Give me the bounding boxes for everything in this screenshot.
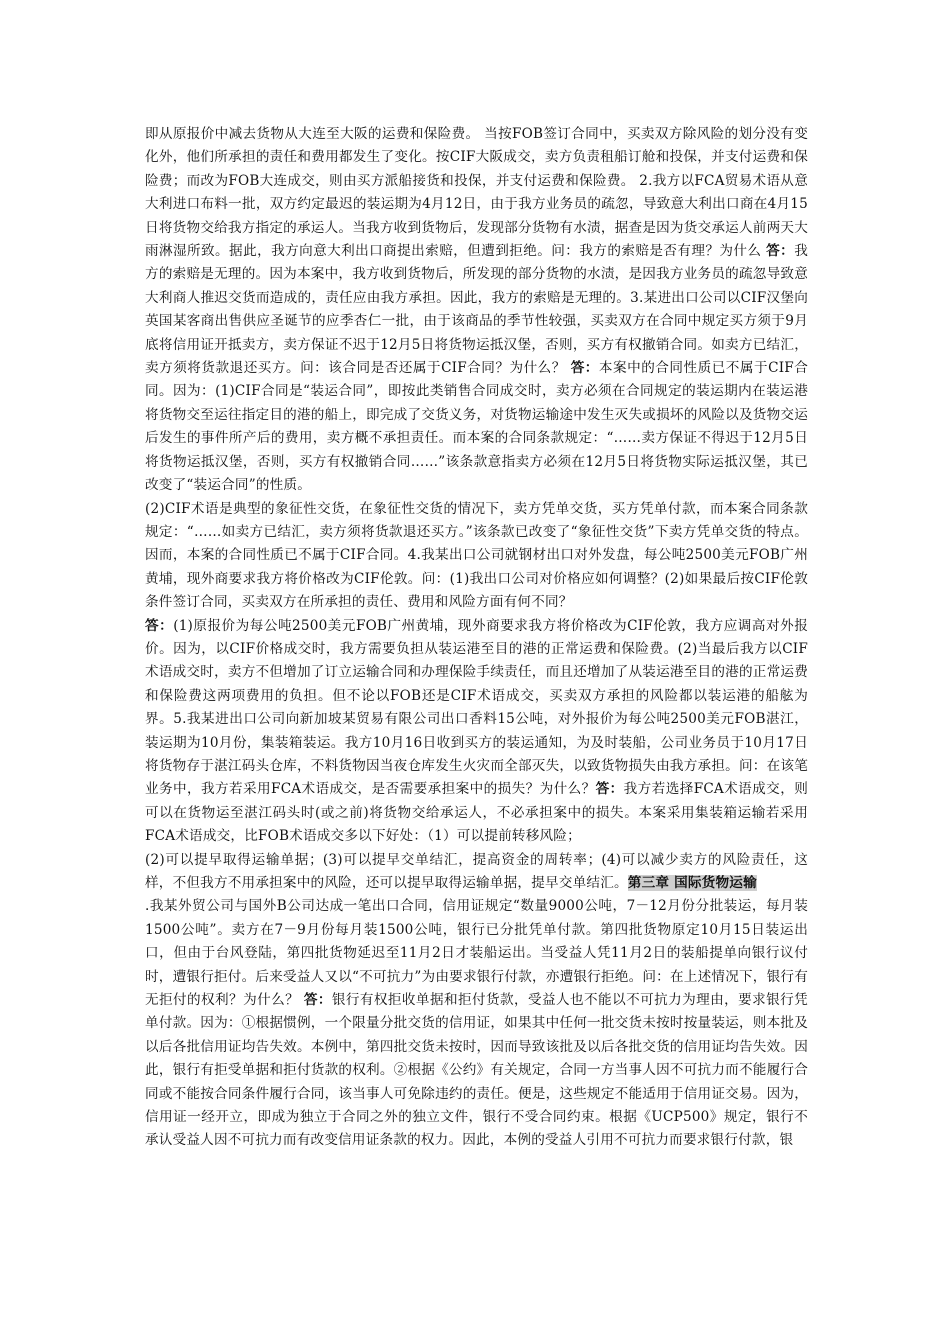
- text-run: .我某外贸公司与国外B公司达成一笔出口合同，信用证规定“数量9000公吨，7－12月份分批装运，每月装1500公吨”。卖方在7－9月份每月装1500公吨，银行已分批凭单付款。第四批货物原定10月15日装运出口，但由于台风登陆，第四批货物延迟至11月2日才装船运出。当受益人凭11月2日的装船提单向银行议付时，遭银行拒付。后来受益人又以“不可抗力”为由要求银行付款，亦遭银行拒绝。问：在上述情况下，银行有无拒付的权利？为什么？: [145, 898, 808, 1009]
- text-run: 我方若选择FCA术语成交，则可以在货物运至湛江码头时(或之前)将货物交给承运人，不必承担案中的损失。本案采用集装箱运输若采用FCA术语成交，比FOB术语成交多以下好处：（1）可以提前转移风险；: [145, 781, 808, 845]
- answer-label: 答：: [595, 781, 624, 798]
- text-run: 本案中的合同性质已不属于CIF合同。因为：(1)CIF合同是“装运合同”，即按此类销售合同成交时，卖方必须在合同规定的装运期内在装运港将货物交至运往指定目的港的船上，即完成了交货义务，对货物运输途中发生灭失或损坏的风险以及货物交运后发生的事件所产后的费用，卖方概不承担责任。而本案的合同条款规定：“……卖方保证不得迟于12月5日将货物运抵汉堡，否则，买方有权撤销合同……”该条款意指卖方必须在12月5日将货物实际运抵汉堡，其已改变了“装运合同”的性质。: [145, 360, 808, 494]
- text-run: 我方的索赔是无理的。因为本案中，我方收到货物后，所发现的部分货物的水渍，是因我方业务员的疏忽导致意大利商人推迟交货而造成的，责任应由我方承担。因此，我方的索赔是无理的。3.某进出口公司以CIF汉堡向英国某客商出售供应圣诞节的应季杏仁一批，由于该商品的季节性较强，买卖双方在合同中规定买方须于9月底将信用证开抵卖方，卖方保证不迟于12月5日将货物运抵汉堡，否则，买方有权撤销合同。如卖方已结汇，卖方须将货款退还买方。问：该合同是否还属于CIF合同？为什么？: [145, 243, 808, 377]
- answer-label: 答：: [303, 992, 332, 1009]
- answer-label: 答：: [766, 243, 795, 260]
- answer-label: 答：: [570, 360, 599, 377]
- text-run: (1)原报价为每公吨2500美元FOB广州黄埔，现外商要求我方将价格改为CIF伦敦，我方应调高对外报价。因为，以CIF价格成交时，我方需要负担从装运港至目的港的正常运费和保险费。(2)当最后我方以CIF术语成交时，卖方不但增加了订立运输合同和办理保险手续责任，而且还增加了从装运港至目的港的正常运费和保险费这两项费用的负担。但不论以FOB还是CIF术语成交，买卖双方承担的风险都以装运港的船舷为界。5.我某进出口公司向新加坡某贸易有限公司出口香料15公吨，对外报价为每公吨2500美元FOB湛江，装运期为10月份，集装箱装运。我方10月16日收到买方的装运通知，为及时装船，公司业务员于10月17日将货物存于湛江码头仓库，不料货物因当夜仓库发生火灾而全部灭失，以致货物损失由我方承担。问：在该笔业务中，我方若采用FCA术语成交，是否需要承担案中的损失？为什么？: [145, 617, 808, 798]
- paragraph: [145, 849, 808, 896]
- text-run: 即从原报价中减去货物从大连至大阪的运费和保险费。 当按FOB签订合同中，买卖双方除风险的划分没有变化外，他们所承担的责任和费用都发生了变化。按CIF大阪成交，卖方负责租船订舱和投保，并支付运费和保险费；而改为FOB大连成交，则由买方派船接货和投保，并支付运费和保险费。 2.我方以FCA贸易术语从意大利进口布料一批，双方约定最迟的装运期为4月12日，由于我方业务员的疏忽，导致意大利出口商在4月15日将货物交给我方指定的承运人。当我方收到货物后，发现部分货物有水渍，据查是因为货交承运人前两天大雨淋湿所致。据此，我方向意大利出口商提出索赔，但遭到拒绝。问：我方的索赔是否有理？为什么: [145, 126, 808, 260]
- text-run: (2)可以提早取得运输单据；(3)可以提早交单结汇，提高资金的周转率；(4)可以减少卖方的风险责任，这样，不但我方不用承担案中的风险，还可以提早取得运输单据，提早交单结汇。: [145, 851, 808, 891]
- paragraph: [145, 123, 808, 498]
- text-run: (2)CIF术语是典型的象征性交货，在象征性交货的情况下，卖方凭单交货，买方凭单付款，而本案合同条款规定：“……如卖方已结汇，卖方须将货款退还买方。”该条款已改变了“象征性交货”下卖方凭单交货的特点。因而，本案的合同性质已不属于CIF合同。4.我某出口公司就钢材出口对外发盘，每公吨2500美元FOB广州黄埔，现外商要求我方将价格改为CIF伦敦。问：(1)我出口公司对价格应如何调整？(2)如果最后按CIF伦敦条件签订合同，买卖双方在所承担的责任、费用和风险方面有何不同？: [145, 500, 808, 611]
- text-run: 银行有权拒收单据和拒付货款，受益人也不能以不可抗力为理由，要求银行凭单付款。因为：①根据惯例，一个限量分批交货的信用证，如果其中任何一批交货未按时按量装运，则本批及以后各批信用证均告失效。本例中，第四批交货未按时，因而导致该批及以后各批交货的信用证均告失效。因此，银行有拒受单据和拒付货款的权利。②根据《公约》有关规定，合同一方当事人因不可抗力而不能履行合同或不能按合同条件履行合同，该当事人可免除违约的责任。便是，这些规定不能适用于信用证交易。因为，信用证一经开立，即成为独立于合同之外的独立文件，银行不受合同约束。根据《UCP500》规定，银行不承认受益人因不可抗力而有改变信用证条款的权力。因此，本例的受益人引用不可抗力而要求银行付款，银: [145, 992, 808, 1149]
- paragraph: [145, 895, 808, 1152]
- paragraph: [145, 615, 808, 849]
- chapter-heading: 第三章 国际货物运输: [627, 875, 757, 891]
- paragraph: [145, 498, 808, 615]
- answer-label: 答：: [145, 617, 174, 634]
- document-page: [145, 123, 808, 1153]
